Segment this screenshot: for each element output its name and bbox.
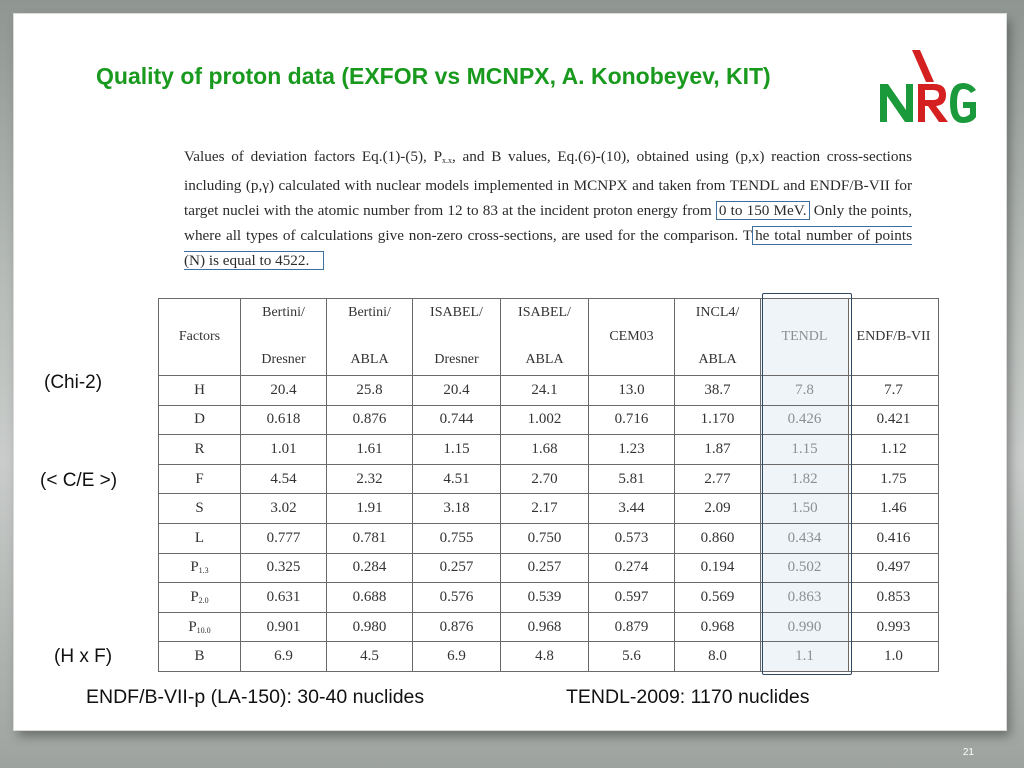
value-cell: 0.434 — [761, 523, 849, 553]
value-cell: 1.15 — [413, 435, 501, 465]
column-header: Bertini/ Dresner — [241, 299, 327, 376]
ce-label: (< C/E >) — [40, 470, 118, 491]
nrg-logo — [876, 48, 980, 128]
value-cell: 0.744 — [413, 405, 501, 435]
table-row — [159, 494, 939, 524]
value-cell: 0.426 — [761, 405, 849, 435]
value-cell: 0.755 — [413, 523, 501, 553]
value-cell: 0.284 — [327, 553, 413, 583]
tendl-nuclides-note: TENDL-2009: 1170 nuclides — [566, 686, 810, 708]
value-cell: 20.4 — [413, 376, 501, 406]
value-cell: 6.9 — [413, 642, 501, 672]
value-cell: 0.993 — [849, 612, 939, 642]
value-cell: 1.91 — [327, 494, 413, 524]
hxf-label: (H x F) — [54, 646, 113, 667]
value-cell: 0.901 — [241, 612, 327, 642]
energy-range-highlight: 0 to 150 MeV. — [716, 201, 810, 220]
value-cell: 20.4 — [241, 376, 327, 406]
value-cell: 2.77 — [675, 464, 761, 494]
value-cell: 0.539 — [501, 583, 589, 613]
slide-title: Quality of proton data (EXFOR vs MCNPX, A. Konobeyev, KIT) — [96, 63, 771, 89]
value-cell: 0.274 — [589, 553, 675, 583]
value-cell: 8.0 — [675, 642, 761, 672]
factor-cell: $P_{10.0}$ — [159, 612, 241, 642]
table-row — [159, 405, 939, 435]
column-header: Bertini/ ABLA — [327, 299, 413, 376]
description-paragraph: Values of deviation factors Eq.(1)-(5), $P_{x.x}$, and B values, Eq.(6)-(10), obtained using (p,x) reaction cross-sections including (p,γ) calculated with nuclear models implemented in MCNPX and taken from TENDL and ENDF/B-VII for target nuclei with the atomic number from 12 to 83 at the incident proton energy from 0 to 150 MeV. Only the points, where all types of calculations give non-zero cross-sections, are used for the comparison. T he total number of points (N) is equal to 4522. — [184, 148, 912, 269]
value-cell: 0.597 — [589, 583, 675, 613]
value-cell: 0.502 — [761, 553, 849, 583]
value-cell: 0.781 — [327, 523, 413, 553]
factor-cell: H — [159, 376, 241, 406]
value-cell: 5.81 — [589, 464, 675, 494]
value-cell: 1.12 — [849, 435, 939, 465]
factor-cell: F — [159, 464, 241, 494]
value-cell: 0.863 — [761, 583, 849, 613]
value-cell: 4.54 — [241, 464, 327, 494]
value-cell: 0.853 — [849, 583, 939, 613]
factor-cell: D — [159, 405, 241, 435]
table-row — [159, 464, 939, 494]
value-cell: 0.257 — [501, 553, 589, 583]
value-cell: 0.421 — [849, 405, 939, 435]
table-row — [159, 435, 939, 465]
value-cell: 1.170 — [675, 405, 761, 435]
table-row — [159, 553, 939, 583]
value-cell: 0.990 — [761, 612, 849, 642]
value-cell: 0.777 — [241, 523, 327, 553]
value-cell: 1.68 — [501, 435, 589, 465]
value-cell: 0.876 — [327, 405, 413, 435]
value-cell: 1.01 — [241, 435, 327, 465]
table-row — [159, 523, 939, 553]
value-cell: 7.8 — [761, 376, 849, 406]
value-cell: 1.82 — [761, 464, 849, 494]
value-cell: 0.750 — [501, 523, 589, 553]
value-cell: 0.194 — [675, 553, 761, 583]
table-row — [159, 642, 939, 672]
deviation-factors-table — [158, 298, 939, 672]
value-cell: 1.002 — [501, 405, 589, 435]
column-header: CEM03 — [589, 299, 675, 376]
factors-header: Factors — [159, 299, 241, 376]
value-cell: 25.8 — [327, 376, 413, 406]
factor-cell: R — [159, 435, 241, 465]
value-cell: 2.17 — [501, 494, 589, 524]
value-cell: 0.879 — [589, 612, 675, 642]
value-cell: 0.860 — [675, 523, 761, 553]
value-cell: 4.8 — [501, 642, 589, 672]
column-header: ENDF/B-VII — [849, 299, 939, 376]
value-cell: 2.70 — [501, 464, 589, 494]
value-cell: 0.968 — [501, 612, 589, 642]
value-cell: 4.5 — [327, 642, 413, 672]
value-cell: 1.15 — [761, 435, 849, 465]
value-cell: 4.51 — [413, 464, 501, 494]
column-header: ISABEL/ Dresner — [413, 299, 501, 376]
table-row — [159, 612, 939, 642]
factor-cell: L — [159, 523, 241, 553]
value-cell: 24.1 — [501, 376, 589, 406]
value-cell: 0.968 — [675, 612, 761, 642]
value-cell: 0.416 — [849, 523, 939, 553]
value-cell: 1.46 — [849, 494, 939, 524]
value-cell: 0.257 — [413, 553, 501, 583]
total-points-highlight: he total number of points (N) is equal to 4522. — [184, 227, 912, 269]
factor-cell: $P_{2.0}$ — [159, 583, 241, 613]
value-cell: 1.75 — [849, 464, 939, 494]
value-cell: 0.688 — [327, 583, 413, 613]
table-row — [159, 583, 939, 613]
value-cell: 0.716 — [589, 405, 675, 435]
page-number: 21 — [962, 747, 974, 758]
value-cell: 0.618 — [241, 405, 327, 435]
value-cell: 0.631 — [241, 583, 327, 613]
value-cell: 1.23 — [589, 435, 675, 465]
value-cell: 0.569 — [675, 583, 761, 613]
value-cell: 1.61 — [327, 435, 413, 465]
value-cell: 0.325 — [241, 553, 327, 583]
endf-nuclides-note: ENDF/B-VII-p (LA-150): 30-40 nuclides — [86, 686, 425, 708]
value-cell: 3.18 — [413, 494, 501, 524]
table-row — [159, 376, 939, 406]
value-cell: 6.9 — [241, 642, 327, 672]
value-cell: 0.876 — [413, 612, 501, 642]
value-cell: 2.09 — [675, 494, 761, 524]
value-cell: 0.576 — [413, 583, 501, 613]
value-cell: 1.87 — [675, 435, 761, 465]
value-cell: 13.0 — [589, 376, 675, 406]
value-cell: 2.32 — [327, 464, 413, 494]
column-header-tendl: TENDL — [761, 299, 849, 376]
value-cell: 1.0 — [849, 642, 939, 672]
value-cell: 0.497 — [849, 553, 939, 583]
value-cell: 7.7 — [849, 376, 939, 406]
value-cell: 3.44 — [589, 494, 675, 524]
table-header-row — [159, 299, 939, 376]
value-cell: 0.573 — [589, 523, 675, 553]
factor-cell: $P_{1.3}$ — [159, 553, 241, 583]
value-cell: 0.980 — [327, 612, 413, 642]
column-header: ISABEL/ ABLA — [501, 299, 589, 376]
value-cell: 5.6 — [589, 642, 675, 672]
value-cell: 1.1 — [761, 642, 849, 672]
value-cell: 3.02 — [241, 494, 327, 524]
factor-cell: S — [159, 494, 241, 524]
chi2-label: (Chi-2) — [44, 372, 103, 393]
factor-cell: B — [159, 642, 241, 672]
value-cell: 38.7 — [675, 376, 761, 406]
column-header: INCL4/ ABLA — [675, 299, 761, 376]
value-cell: 1.50 — [761, 494, 849, 524]
